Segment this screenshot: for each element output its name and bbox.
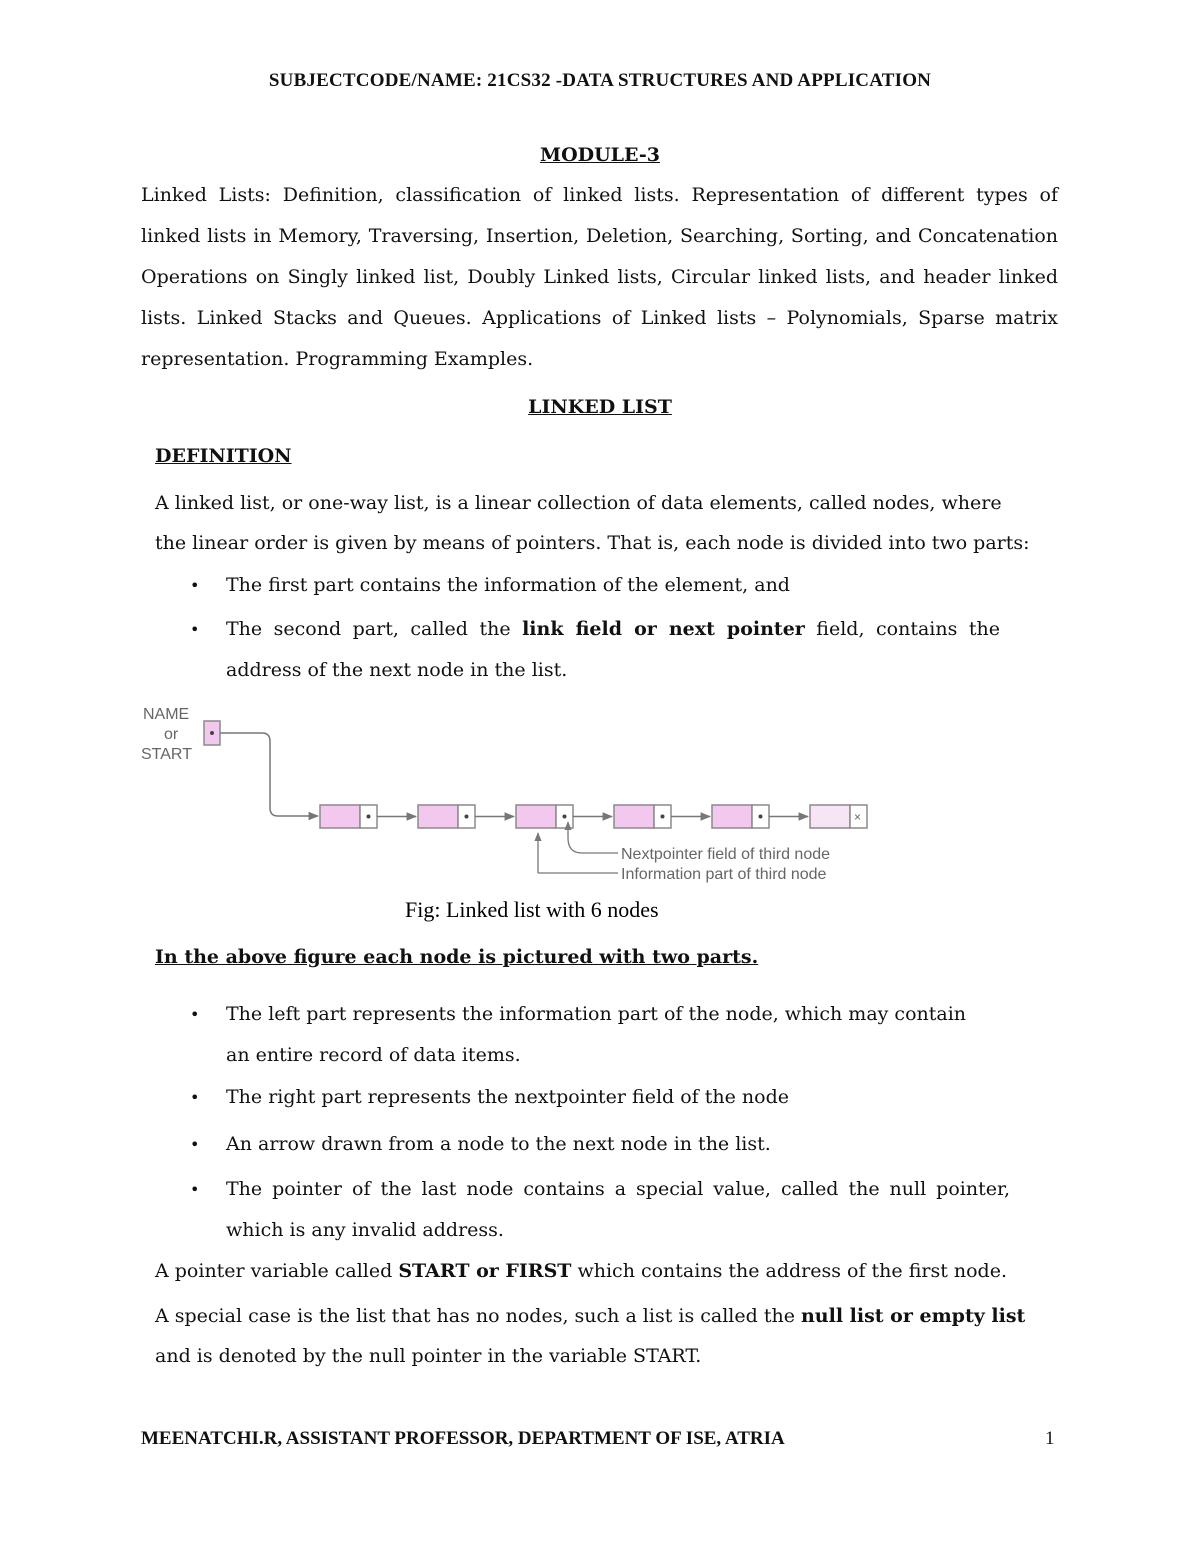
null-list-term: null list or empty list (800, 1305, 1026, 1327)
null-list-text: A special case is the list that has no nodes, such a list is called the null list or empty list (155, 1305, 1026, 1327)
bullet-icon: • (190, 620, 200, 639)
list-item (190, 1077, 1000, 1118)
bullet-icon: • (190, 576, 200, 595)
bullet-text: The second part, called the link field or next pointer field, contains the address of the next node in the list. (226, 618, 1000, 681)
figure-caption: Fig: Linked list with 6 nodes (405, 897, 659, 922)
bullet-text: The first part contains the information of the element, and (226, 574, 790, 596)
bullet-text: The pointer of the last node contains a special value, called the null pointer, which is any invalid address. (226, 1178, 1010, 1241)
node-info-part (712, 805, 752, 828)
nodes-group (320, 805, 867, 828)
label-start: START (141, 746, 192, 763)
definition-heading: DEFINITION (155, 445, 292, 467)
section-heading: LINKED LIST (528, 396, 672, 418)
start-pointer-dot (210, 731, 214, 735)
link-field-term: link field or next pointer (522, 618, 805, 640)
linked-list-figure (130, 695, 890, 930)
null-pointer-mark: × (854, 810, 862, 824)
bullet-text: The left part represents the information part of the node, which may contain an entire record of data items. (226, 1003, 967, 1066)
page-number: 1 (1045, 1428, 1055, 1449)
node-info-part (810, 805, 850, 828)
bullet-icon: • (190, 1135, 200, 1154)
list-item (190, 1169, 1010, 1251)
annotation-info: Information part of third node (621, 866, 827, 883)
node-pointer-dot (661, 815, 665, 819)
page-header: SUBJECTCODE/NAME: 21CS32 -DATA STRUCTURES AND APPLICATION (268, 70, 932, 91)
bullet-text: An arrow drawn from a node to the next node in the list. (226, 1133, 771, 1155)
node-pointer-dot (759, 815, 763, 819)
label-name: NAME (143, 706, 190, 723)
bullet-icon: • (190, 1005, 200, 1024)
definition-line-1: A linked list, or one-way list, is a linear collection of data elements, called nodes, where (155, 492, 1002, 514)
start-pointer-text: A pointer variable called START or FIRST which contains the address of the first node. (155, 1260, 1007, 1282)
node-info-part (516, 805, 556, 828)
node-pointer-dot (465, 815, 469, 819)
footer-author: MEENATCHI.R, ASSISTANT PROFESSOR, DEPARTMENT OF ISE, ATRIA (141, 1428, 785, 1449)
module-heading: MODULE-3 (540, 144, 660, 166)
list-item (190, 565, 1000, 606)
node-pointer-dot (367, 815, 371, 819)
definition-line-2: the linear order is given by means of pointers. That is, each node is divided into two parts: (155, 532, 1030, 554)
node-pointer-dot (563, 815, 567, 819)
bullet-icon: • (190, 1180, 200, 1199)
list-item (190, 609, 1000, 691)
node-info-part (320, 805, 360, 828)
node-info-part (614, 805, 654, 828)
list-item (190, 994, 980, 1076)
start-arrow (220, 733, 318, 816)
bullet-text: The right part represents the nextpointer field of the node (226, 1086, 789, 1108)
module-overview: Linked Lists: Definition, classification of linked lists. Representation of different types of linked lists in Memory, Traversing, Insertion, Deletion, Searching, Sorting, and Concatenation Operations on Singly linked list, Doubly Linked lists, Circular linked lists, and header linked lists. Linked Stacks and Queues. Applications of Linked lists – Polynomials, Sparse matrix representation. Programming Examples. (141, 184, 1058, 370)
list-item (190, 1124, 1000, 1165)
node-info-part (418, 805, 458, 828)
annotation-next: Nextpointer field of third node (621, 846, 831, 863)
label-or: or (164, 726, 179, 743)
null-list-text-2: and is denoted by the null pointer in the variable START. (155, 1345, 702, 1367)
bullet-icon: • (190, 1088, 200, 1107)
next-annotation-line (568, 827, 618, 853)
start-term: START or FIRST (398, 1260, 572, 1282)
explanation-heading: In the above figure each node is pictured with two parts. (155, 946, 759, 968)
